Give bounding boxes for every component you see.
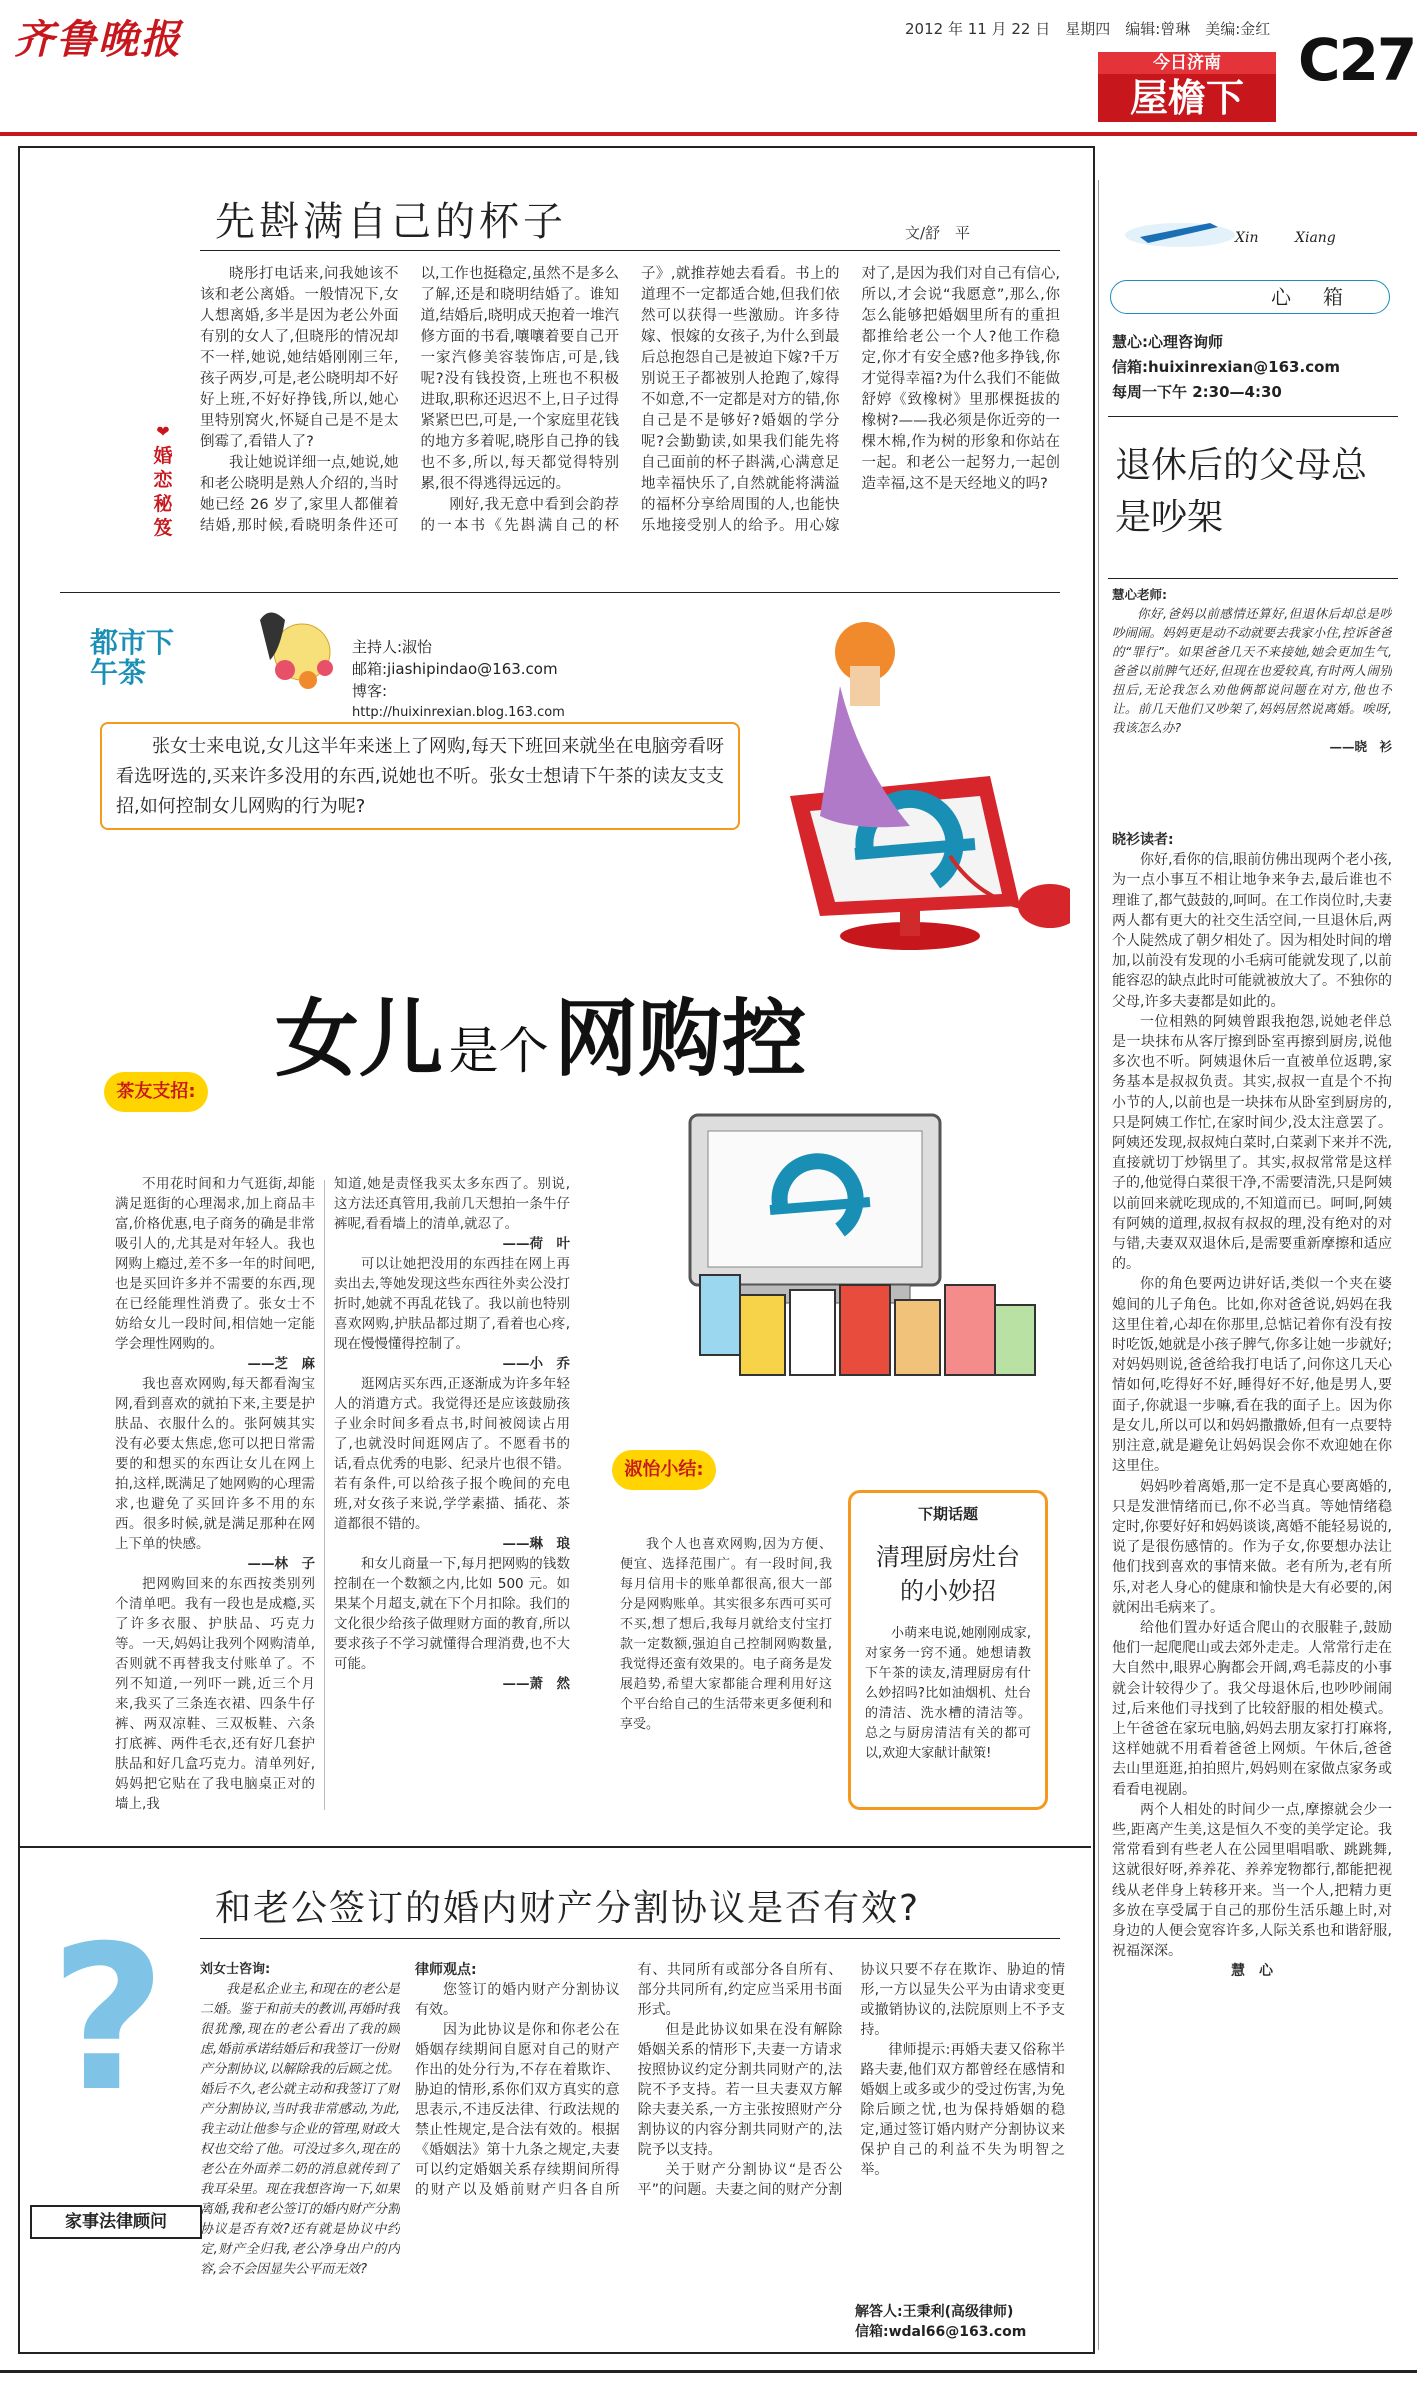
next-topic-title: 清理厨房灶台的小妙招 [876,1543,1020,1605]
masthead-rule [0,132,1417,136]
shopping-bags-illustration [630,1085,1050,1385]
sidebar-headline-rule [1108,578,1398,579]
chayou-tip: 把网购回来的东西按类别列个清单吧。我有一段也是成瘾,买了许多衣服、护肤品、巧克力等。一天,妈妈让我列个网购清单,否则就不再替我支付账单了。不列不知道,一列吓一跳,近三个月来,我买了三条连衣裙、四条牛仔裤、两双凉鞋、三双板鞋、六条打底裤、两件毛衣,还有好几套护肤品和好几盒巧克力。清单列好,妈妈把它贴在了我电脑桌正对的墙上,我 [115,1576,315,1812]
sidebar-headline: 退休后的父母总是吵架 [1115,445,1368,538]
chayou-column-1 [115,1174,315,1824]
chayou-sig: ——荷 叶 [502,1236,570,1252]
sidebar-logo [1120,205,1370,265]
law-answerer [855,2302,1026,2342]
host-email: 邮箱:jiashipindao@163.com [352,660,558,678]
netshopping-illustration-top [690,606,1070,986]
afternoon-tea-logo [70,600,340,700]
sidebar-letter [1112,585,1392,825]
law-top-rule [20,1846,1091,1848]
pen-icon [1120,205,1240,255]
law-reader: 刘女士咨询: [200,1962,271,1977]
law-answer-paragraph: 关于财产分割协议“是否公平”的问题。夫妻之间的财产分割协议只要不存在欺诈、胁迫的情形,一方以显失公平为由请求变更或撤销协议的,法院原则上不予支持。 [637,1962,1065,2198]
article1-bottom-rule [60,592,1060,593]
article1-body [200,264,1060,582]
chayou-sig: ——小 乔 [502,1356,570,1372]
article1-title: 先斟满自己的杯子 [215,199,567,245]
sidebar-reply-paragraph: 给他们置办好适合爬山的衣服鞋子,鼓励他们一起爬爬山或去郊外走走。人常常行走在大自然中,眼界心胸都会开阔,鸡毛蒜皮的小事就会计较得少了。我父母退休后,也吵吵闹闹过,后来他们寻找到了比较舒服的相处模式。上午爸爸在家玩电脑,妈妈去朋友家打打麻将,这样她就不用看着爸爸上网烦。午休后,爸爸去山里逛逛,拍拍照片,妈妈则在家做点家务或看看电视剧。 [1112,1619,1392,1798]
host-info [352,636,565,724]
law-question-text: 我是私企业主,和现在的老公是二婚。鉴于和前夫的教训,再婚时我很犹豫,现在的老公看出了我的顾虑,婚前承诺结婚后和我签订一份财产分割协议,以解除我的后顾之忧。婚后不久,老公就主动和我签订了财产分割协议,当时我非常感动,为此,我主动让他参与企业的管理,财政大权也交给了他。可没过多久,现在的老公在外面养二奶的消息就传到了我耳朵里。现在我想咨询一下,如果离婚,我和老公签订的婚内财产分割协议是否有效?还有就是协议中约定,财产全归我,老公净身出户的内容,会不会因显失公平而无效? [200,1982,400,2277]
sidebar-reply [1112,830,1392,2330]
article1-rule [200,250,1060,251]
section-main: 屋檐下 [1129,76,1244,120]
next-topic-label: 下期话题 [917,1505,978,1523]
main-headline [275,972,806,1093]
shuyi-summary-text: 我个人也喜欢网购,因为方便、便宜、选择范围广。有一段时间,我每月信用卡的账单都很高,很大一部分是网购账单。其实很多东西可买可不买,想了想后,我每月就给支付宝打款一定数额,强迫自己控制网购数量,我觉得还蛮有效果的。电子商务是发展趋势,希望大家都能合理利用好这个平台给自己的生活带来更多便利和享受。 [620,1537,832,1732]
sidebar-reply-paragraph: 你好,看你的信,眼前仿佛出现两个老小孩,为一点小事互不相让地争来争去,最后谁也不理谁了,都气鼓鼓的,呵呵。在工作岗位时,夫妻两人都有更大的社交生活空间,一旦退休后,两个人陡然成了朝夕相处了。因为相处时间的增加,以前没有发现的小毛病可能就发现了,以前能容忍的缺点此时可能就被放大了。不独你的父母,许多夫妻都是如此的。 [1112,852,1392,1010]
headline-part3: 网购控 [554,990,807,1088]
law-question [200,1960,400,2335]
sidebar-title-box [1110,280,1390,314]
intro-text: 张女士来电说,女儿这半年来迷上了网购,每天下班回来就坐在电脑旁看呀看选呀选的,买来许多没用的东西,说她也不听。张女士想请下午茶的读友支支招,如何控制女儿网购的行为呢? [116,736,724,817]
law-answer-paragraph: 律师提示:再婚夫妻又俗称半路夫妻,他们双方都曾经在感情和婚姻上或多或少的受过伤害,为免除后顾之忧,也为保持婚姻的稳定,通过签订婚内财产分割协议来保护自己的利益不失为明智之举。 [860,2042,1065,2178]
law-answer-label: 律师观点: [415,1962,477,1978]
host-name: 主持人:淑怡 [352,638,433,656]
law-title-rule [200,1938,1060,1939]
sidebar-reply-paragraph: 一位相熟的阿姨曾跟我抱怨,说她老伴总是一块抹布从客厅擦到卧室再擦到厨房,说他多次也不听。阿姨退休后一直被单位返聘,家务基本是叔叔负责。其实,叔叔一直是个不拘小节的人,以前也是一块抹布从卧室到厨房的,只是阿姨工作忙,在家时间少,没太注意罢了。阿姨还发现,叔叔炖白菜时,白菜剥下来并不洗,直接就切丁炒锅里了。其实,叔叔常常是这样子的,他觉得白菜很干净,不需要清洗,只是阿姨以前回来就吃现成的,不知道而已。呵呵,阿姨有阿姨的道理,叔叔有叔叔的理,没有绝对的对与错,夫妻双双退休后,是需要重新摩擦和适应的。 [1112,1013,1392,1273]
chayou-sig: ——芝 麻 [247,1356,315,1372]
law-answerer-name: 解答人:王秉利(高级律师) [855,2304,1014,2320]
chayou-tip: 和女儿商量一下,每月把网购的钱数控制在一个数额之内,比如 500 元。如果某个月超支,就在下个月扣除。我们的文化很少给孩子做理财方面的教育,所以要求孩子不学习就懂得合理消费,也不大可能。 [334,1556,570,1672]
law-logo [30,1903,200,2340]
sidebar-logo-xin: Xin [1235,230,1259,246]
heart-icon: ❤ [156,422,170,441]
next-topic-box [848,1490,1048,1810]
chayou-tip: 逛网店买东西,正逐渐成为许多年轻人的消遣方式。我觉得还是应该鼓励孩子业余时间多看点书,时间被阅读占用了,也就没时间逛网店了。不愿看书的话,看点优秀的电影、纪录片也很不错。若有条件,可以给孩子报个晚间的充电班,对女孩子来说,学学素描、插花、茶道都很不错的。 [334,1376,570,1532]
law-answer-paragraph: 您签订的婚内财产分割协议有效。 [415,1982,620,2018]
chayou-tip: 知道,她是责怪我买太多东西了。别说,这方法还真管用,我前几天想拍一条牛仔裤呢,看看墙上的清单,就忍了。 [334,1176,570,1232]
law-title: 和老公签订的婚内财产分割协议是否有效? [215,1888,921,1929]
article1-paragraph: 刚好,我无意中看到会韵荐的一本书《先斟满自己的杯子》,就推荐她去看看。书上的道理不一定都适合她,但我们依然可以获得一些激励。许多待嫁、恨嫁的女孩子,为什么到最后总抱怨自己是被迫下嫁?千万别说王子都被别人抢跑了,嫁得不如意,不一定都是对方的错,你自己是不是够好?婚姻的学分呢?会勤勤读,如果我们能先将自己面前的杯子斟满,心满意足地幸福快乐了,自然就能将满溢的福杯分享给周围的人,也能快乐地接受别人的给予。用心嫁对了,是因为我们对自己有信心,所以,才会说“我愿意”,那么,你怎么能够把婚姻里所有的重担都推给老公一个人?他工作稳定,你才有安全感?他多挣钱,你才觉得幸福?为什么我们不能做舒婷《致橡树》里那棵挺拔的橡树?——我必须是你近旁的一棵木棉,作为树的形象和你站在一起。和老公一起努力,一起创造幸福,这不是天经地义的吗? [420,266,1060,534]
sidebar-rule [1108,416,1398,417]
chayou-divider [324,1180,325,1810]
paper-name: 齐鲁晚报 [14,16,182,63]
law-answer-paragraph: 因为此协议是你和你老公在婚姻存续期间自愿对自己的财产作出的处分行为,不存在着欺诈、胁迫的情形,系你们双方真实的意思表示,不违反法律、行政法规的禁止性规定,是合法有效的。根据《婚姻法》第十九条之规定,夫妻可以约定婚姻关系存续期间所得的财产以及婚前财产归各自所有、共同所有或部分各自所有、部分共同所有,约定应当采用书面形式。 [415,1962,843,2198]
sidebar-reply-paragraph: 你的角色要两边讲好话,类似一个夹在婆媳间的儿子角色。比如,你对爸爸说,妈妈在我这里住着,心却在你那里,总惦记着你有没有按时吃饭,她就是小孩子脾气,你多让她一步就好;对妈妈则说,爸爸给我打电话了,问你这几天心情如何,吃得好不好,睡得好不好,他是男人,要面子,你就退一步嘛,看在我的面子上。因为你是女儿,所以可以和妈妈撒撒娇,但有一点要特别注意,就是避免让妈妈误会你不欢迎她在你这里住。 [1112,1276,1392,1475]
sidebar-contact [1112,330,1340,405]
sidebar-letter-to: 慧心老师: [1112,587,1167,602]
sidebar-letter-text: 你好,爸妈以前感情还算好,但退休后却总是吵吵闹闹。妈妈更是动不动就要去我家小住,控诉爸爸的“罪行”。如果爸爸几天不来接她,她会更加生气,爸爸以前脾气还好,但现在也爱较真,有时两人闹别扭后,无论我怎么劝他俩都说问题在对方,他也不让。前几天他们又吵架了,妈妈居然说离婚。唉呀,我该怎么办? [1112,606,1392,735]
shuyi-summary [620,1535,832,1825]
article1-paragraph: 我让她说详细一点,她说,她和老公晓明是熟人介绍的,当时她已经 26 岁了,家里人都催着结婚,那时候,看晓明条件还可以,工作也挺稳定,虽然不是多么了解,还是和晓明结婚了。谁知道,结婚后,晓明成天抱着一堆汽修方面的书看,嚷嚷着要自己开一家汽修美容装饰店,可是,钱呢?没有钱投资,上班也不积极进取,职称还迟迟不上,日子过得紧紧巴巴,可是,一个家庭里花钱的地方多着呢,晓彤自己挣的钱也不多,所以,每天都觉得特别累,很不得逃得远远的。 [200,266,619,534]
sidebar-reply-sig: 慧 心 [1231,1963,1273,1980]
chayou-sig: ——萧 然 [502,1676,570,1692]
bottom-rule [0,2370,1417,2373]
chayou-tip: 我也喜欢网购,每天都看淘宝网,看到喜欢的就拍下来,主要是护肤品、衣服什么的。张阿姨其实没有必要太焦虑,您可以把日常需要的和想买的东西让女儿在网上拍,这样,既满足了她网购的心理需求,也避免了买回许多不用的东西。很多时候,就是满足那种在网上下单的快感。 [115,1376,315,1552]
chayou-tag-text: 茶友支招: [116,1081,196,1102]
computer-shopping-illustration [630,1085,1050,1385]
afternoon-tea-title: 都市下午茶 [90,626,175,689]
chayou-column-2 [334,1174,570,1824]
date-line: 2012 年 11 月 22 日 星期四 编辑:曾琳 美编:金红 [905,20,1271,38]
sidebar-reply-paragraph: 妈妈吵着离婚,那一定不是真心要离婚的,只是发泄情绪而已,你不必当真。等她情绪稳定时,你要好好和妈妈谈谈,离婚不能轻易说的,说了是很伤感情的。作为子女,你要想办法让他们找到喜欢的事情来做。老有所为,老有所乐,对老人身心的健康和愉快是大有必要的,闲就闲出毛病来了。 [1112,1478,1392,1616]
shuyi-tag-text: 淑怡小结: [624,1459,704,1480]
law-answer-paragraph: 但是此协议如果在没有解除婚姻关系的情形下,夫妻一方请求按照协议约定分割共同财产的,法院不予支持。若一旦夫妻双方解除夫妻关系,一方主张按照财产分割协议的内容分割共同财产的,法院予以支持。 [637,2022,843,2158]
host-blog: http://huixinrexian.blog.163.com [352,705,565,720]
chayou-tag [104,1072,208,1112]
law-answer [415,1960,1065,2300]
sidebar-reply-paragraph: 两个人相处的时间少一点,摩擦就会少一些,距离产生美,这是恒久不变的美学定论。我常常看到有些老人在公园里唱唱歌、跳跳舞,这就很好呀,养养花、养养宠物都行,都能把视线从老伴身上转移开来。当一个人,把精力更多放在享受属于自己的那份生活乐趣上时,对身边的人便会宽容许多,人际关系也和谐舒服,祝福深深。 [1112,1801,1392,1960]
shuyi-tag [612,1450,716,1490]
next-topic-text: 小萌来电说,她刚刚成家,对家务一窍不通。她想请教下午茶的读友,清理厨房有什么妙招吗?比如油烟机、灶台的清洁、洗水槽的清洁等。总之与厨房清洁有关的都可以,欢迎大家献计献策! [865,1626,1031,1761]
question-mark-icon: ? [50,1903,167,2136]
section-top: 今日济南 [1098,52,1276,74]
sidebar-letter-sig: ——晓 衫 [1329,739,1392,754]
sidebar-host: 慧心:心理咨询师 [1112,333,1223,351]
sidebar-logo-xiang: Xiang [1295,230,1336,246]
headline-part2: 是个 [448,1022,549,1080]
page-number: C27 [1298,26,1416,94]
intro-box [100,722,740,830]
chayou-sig: ——林 子 [247,1556,315,1572]
chayou-tip: 不用花时间和力气逛街,却能满足逛街的心理渴求,加上商品丰富,价格优惠,电子商务的确是非常吸引人的,尤其是对年轻人。我也网购上瘾过,差不多一年的时间吧,也是买回许多并不需要的东西,现在已经能理性消费了。张女士不妨给女儿一段时间,相信她一定能学会理性网购的。 [115,1176,315,1352]
headline-part1: 女儿 [275,990,444,1088]
sidebar-reply-to: 晓衫读者: [1112,832,1174,848]
law-answerer-email: 信箱:wdal66@163.com [855,2324,1027,2340]
host-blog-label: 博客: [352,682,388,700]
woman-on-computer-illustration [690,606,1070,986]
column-tag-text: 婚恋秘笈 [153,445,173,539]
sidebar-hours: 每周一下午 2:30—4:30 [1112,383,1282,401]
chayou-sig: ——琳 琅 [502,1536,570,1552]
article1-paragraph: 晓彤打电话来,问我她该不该和老公离婚。一般情况下,女人想离婚,多半是因为老公外面有别的女人了,但晓彤的情况却不一样,她说,她结婚刚刚三年,孩子两岁,可是,老公晓明却不好好上班,不好好挣钱,所以,她心里特别窝火,怀疑自己是不是太倒霉了,看错人了? [200,266,399,450]
sidebar-title: 心 箱 [1271,285,1349,309]
column-tag [150,420,176,540]
sidebar-email: 信箱:huixinrexian@163.com [1112,358,1341,376]
article1-byline: 文/舒 平 [905,224,971,242]
law-logo-text: 家事法律顾问 [30,2205,202,2239]
chayou-tip: 可以让她把没用的东西挂在网上再卖出去,等她发现这些东西往外卖公没打折时,她就不再乱花钱了。我以前也特别喜欢网购,护肤品都过期了,看着也心疼,现在慢慢懂得控制了。 [334,1256,570,1352]
